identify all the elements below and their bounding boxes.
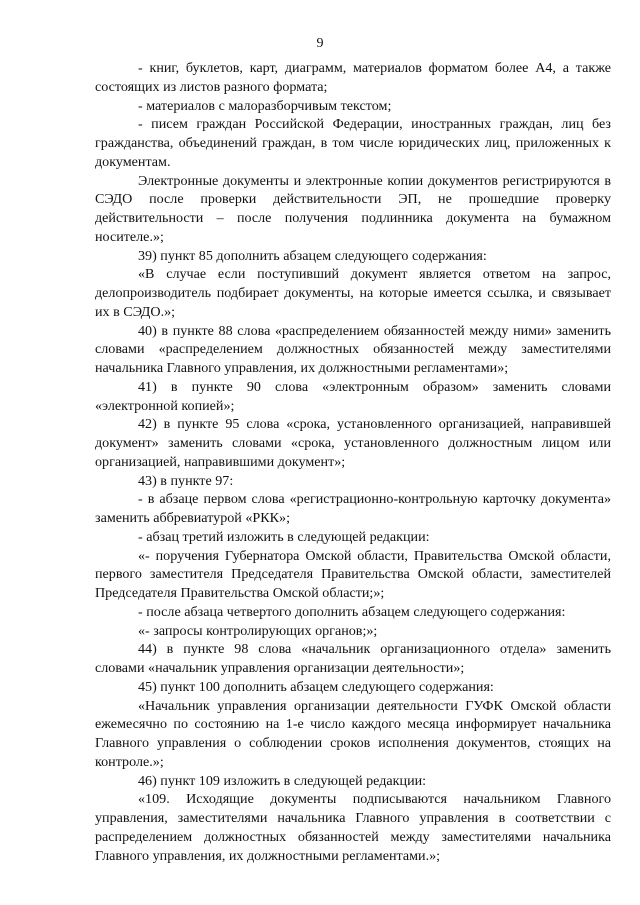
paragraph-item-43-fourth: - после абзаца четвертого дополнить абзацем следующего содержания: — [138, 603, 566, 620]
paragraph-illegible-list-item: - материалов с малоразборчивым текстом; — [138, 97, 392, 114]
page-number: 9 — [316, 36, 324, 51]
paragraph-item-41: 41) в пункте 90 слова «электронным образом» заменить словами «электронной копией»; — [95, 378, 611, 414]
paragraph-item-40: 40) в пункте 88 слова «распределением обязанностей между ними» заменить словами «распределением должностных обязанностей между заместителями начальника Главного управления, их должностными регламентами»; — [95, 322, 611, 376]
paragraph-item-45-quote: «Начальник управления организации деятельности ГУФК Омской области ежемесячно по состоянию на 1-е число каждого месяца информирует начальника Главного управления о соблюдении сроков исполнения документов, стоящих на контроле.»; — [95, 697, 611, 770]
paragraph-letters-list-item: - писем граждан Российской Федерации, иностранных граждан, лиц без гражданства, объединений граждан, в том числе юридических лиц, приложенных к документам. — [95, 116, 611, 170]
paragraph-item-39-quote: «В случае если поступивший документ является ответом на запрос, делопроизводитель подбирает документы, на которые имеется ссылка, и связывает их в СЭДО.»; — [95, 266, 611, 320]
paragraph-electronic-documents: Электронные документы и электронные копии документов регистрируются в СЭДО после проверки действительности ЭП, не прошедшие проверку действительности – после получения подлинника документа на бумажном носителе.»; — [95, 172, 611, 245]
paragraph-item-43-first: - в абзаце первом слова «регистрационно-контрольную карточку документа» заменить аббревиатурой «РКК»; — [95, 491, 611, 526]
paragraph-item-43-third-quote: «- поручения Губернатора Омской области, Правительства Омской области, первого заместителя Председателя Правительства Омской области, заместителей Председателя Правительства Омской области;»; — [95, 547, 611, 601]
paragraph-item-39: 39) пункт 85 дополнить абзацем следующего содержания: — [138, 247, 487, 264]
paragraph-item-44: 44) в пункте 98 слова «начальник организационного отдела» заменить словами «начальник управления организации деятельности»; — [95, 641, 611, 676]
paragraph-item-43-fourth-quote: «- запросы контролирующих органов;»; — [138, 622, 378, 639]
paragraph-item-43-third: - абзац третий изложить в следующей редакции: — [138, 528, 430, 545]
paragraph-item-43: 43) в пункте 97: — [138, 472, 234, 489]
paragraph-books-list-item: - книг, буклетов, карт, диаграмм, материалов форматом более А4, а также состоящих из листов разного формата; — [95, 60, 611, 95]
paragraph-item-46: 46) пункт 109 изложить в следующей редакции: — [138, 772, 427, 789]
paragraph-item-45: 45) пункт 100 дополнить абзацем следующего содержания: — [138, 678, 494, 695]
document-body — [95, 59, 611, 865]
paragraph-item-42: 42) в пункте 95 слова «срока, установленного организацией, направившей документ» заменить словами «срока, установленного должностным лицом или организацией, направившими документ»; — [95, 416, 611, 470]
paragraph-item-46-quote: «109. Исходящие документы подписываются начальником Главного управления, заместителями начальника Главного управления в соответствии с распределением должностных обязанностей между заместителями начальника Главного управления, их должностными регламентами.»; — [95, 791, 611, 864]
